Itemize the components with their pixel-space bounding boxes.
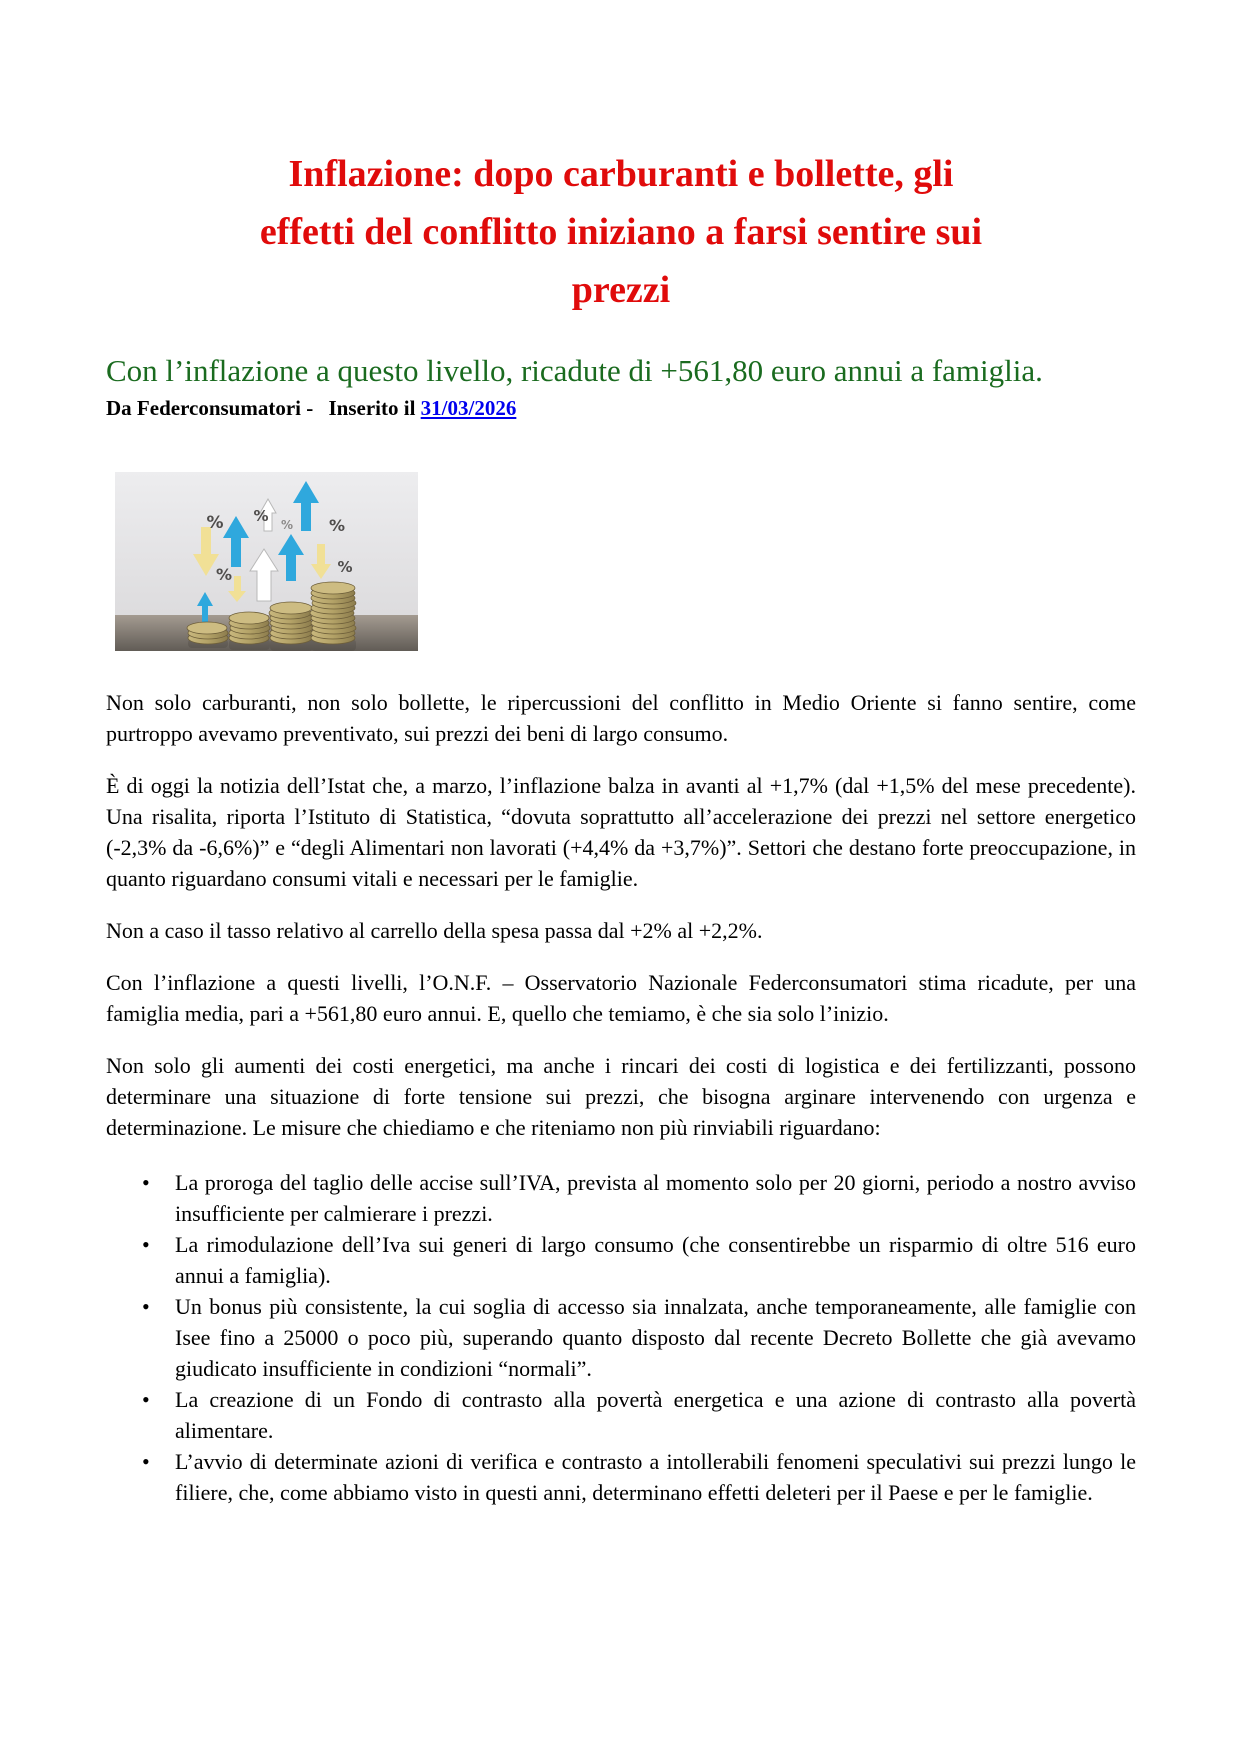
paragraph-3: Non a caso il tasso relativo al carrello della spesa passa dal +2% al +2,2%.: [106, 918, 763, 943]
percent-icon: %: [215, 565, 233, 584]
coin-stack-4: [310, 582, 356, 644]
paragraph-4: Con l’inflazione a questi livelli, l’O.N.F. – Osservatorio Nazionale Federconsumatori stima ricadute, per una famiglia media, pari a +561,80 euro annui. E, quello che temiamo, è che sia solo l’inizio.: [106, 970, 1136, 1026]
list-item: • L’avvio di determinate azioni di verifica e contrasto a intollerabili fenomeni speculativi sui prezzi lungo le filiere, che, come abbiamo visto in questi anni, determinano effetti deleteri per il Paese e per le famiglie.: [140, 1446, 1136, 1508]
coin-stack-2: [229, 612, 270, 644]
article-byline: [106, 394, 1136, 422]
list-item: • La creazione di un Fondo di contrasto alla povertà energetica e una azione di contrasto alla povertà alimentare.: [140, 1384, 1136, 1446]
percent-icon: %: [328, 516, 346, 535]
article-title-line-2: effetti del conflitto iniziano a farsi sentire sui: [259, 211, 983, 253]
byline-inserted-label: Inserito il: [328, 396, 416, 420]
paragraph-5: Non solo gli aumenti dei costi energetici, ma anche i rincari dei costi di logistica e dei fertilizzanti, possono determinare una situazione di forte tensione sui prezzi, che bisogna arginare intervenendo con urgenza e determinazione. Le misure che chiediamo e che riteniamo non più rinviabili riguardano:: [106, 1053, 1136, 1140]
article-title-line-3: prezzi: [571, 269, 671, 311]
list-item: • La rimodulazione dell’Iva sui generi di largo consumo (che consentirebbe un risparmio di oltre 516 euro annui a famiglia).: [140, 1229, 1136, 1291]
list-item: • Un bonus più consistente, la cui soglia di accesso sia innalzata, anche temporaneamente, alle famiglie con Isee fino a 25000 o poco più, superando quanto disposto dal recente Decreto Bollette che già avevamo giudicato insufficiente in condizioni “normali”.: [140, 1291, 1136, 1384]
list-item: • La proroga del taglio delle accise sull’IVA, prevista al momento solo per 20 giorni, periodo a nostro avviso insufficiente per calmierare i prezzi.: [140, 1167, 1136, 1229]
measures-list: [106, 1167, 1136, 1508]
paragraph-1: Non solo carburanti, non solo bollette, le ripercussioni del conflitto in Medio Oriente si fanno sentire, come purtroppo avevamo preventivato, sui prezzi dei beni di largo consumo.: [106, 690, 1136, 746]
article-title: [106, 145, 1136, 319]
byline-author: Da Federconsumatori -: [106, 396, 314, 420]
percent-icon: %: [337, 558, 353, 576]
percent-icon: %: [280, 518, 294, 532]
coin-stack-1: [187, 622, 228, 644]
paragraph-2: È di oggi la notizia dell’Istat che, a marzo, l’inflazione balza in avanti al +1,7% (dal +1,5% del mese precedente). Una risalita, riporta l’Istituto di Statistica, “dovuta soprattutto all’accelerazione dei prezzi nel settore energetico (-2,3% da -6,6%)” e “degli Alimentari non lavorati (+4,4% da +3,7%)”. Settori che destano forte preoccupazione, in quanto riguardano consumi vitali e necessari per le famiglie.: [106, 773, 1136, 891]
coin-stack-3: [269, 602, 313, 644]
inflation-coins-photo: [115, 472, 418, 651]
article-title-line-1: Inflazione: dopo carburanti e bollette, gli: [288, 153, 954, 195]
article-subtitle: Con l’inflazione a questo livello, ricadute di +561,80 euro annui a famiglia.: [106, 353, 1043, 388]
percent-icon: %: [206, 513, 224, 533]
percent-icon: %: [253, 507, 269, 525]
byline-date-link[interactable]: 31/03/2026: [420, 396, 517, 420]
